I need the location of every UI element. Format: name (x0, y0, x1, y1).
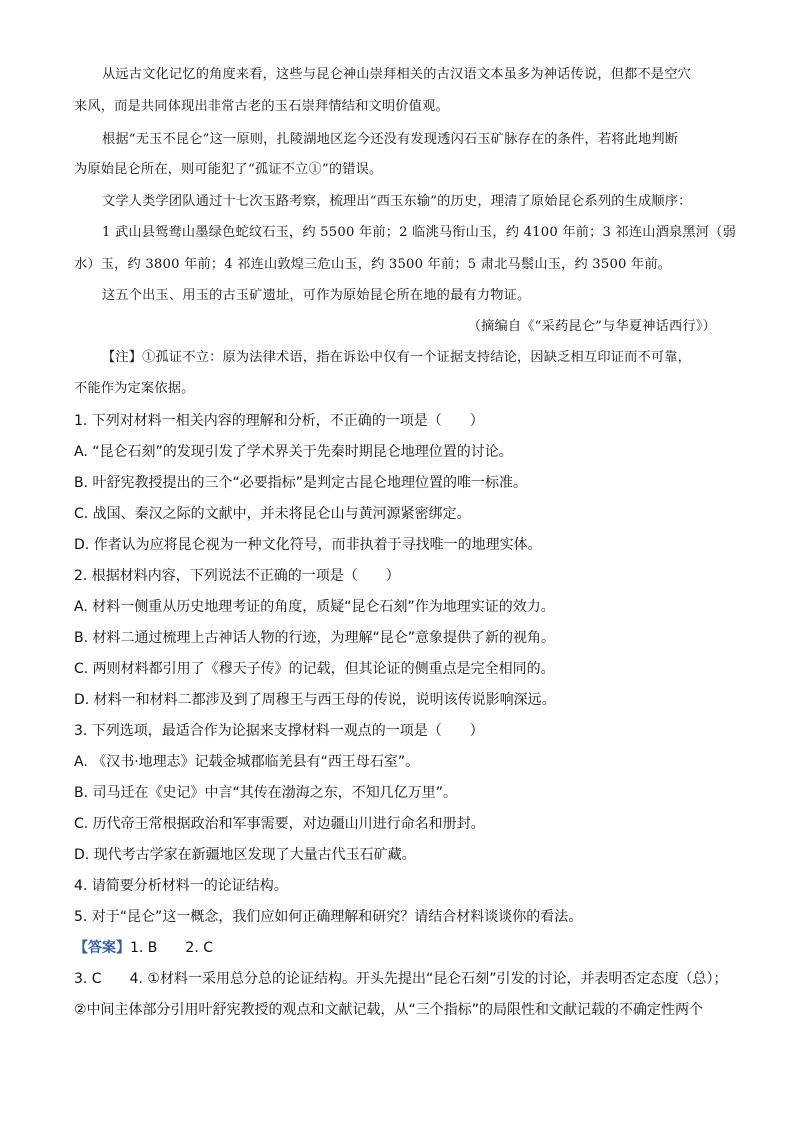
material-line: 这五个出玉、用玉的古玉矿遗址，可作为原始昆仑所在地的最有力物证。 (102, 288, 531, 303)
question-4: 4. 请简要分析材料一的论证结构。 (74, 878, 288, 894)
question-3-option-b: B. 司马迁在《史记》中言“其传在渤海之东，不知几亿万里”。 (74, 785, 458, 801)
material-line: 为原始昆仑所在，则可能犯了“孤证不立①”的错误。 (74, 162, 383, 177)
material-line: 水）玉，约 3800 年前；4 祁连山敦煌三危山玉，约 3500 年前；5 肃北马鬃山玉，约 3500 年前。 (74, 257, 672, 272)
material-line: 文学人类学团队通过十七次玉路考察，梳理出“西玉东输”的历史，理清了原始昆仑系列的生成顺序： (102, 194, 692, 209)
note-line: 不能作为定案依据。 (74, 381, 195, 396)
question-2: 2. 根据材料内容，下列说法不正确的一项是（ ） (74, 568, 400, 584)
question-1-option-d: D. 作者认为应将昆仑视为一种文化符号，而非执着于寻找唯一的地理实体。 (74, 537, 542, 553)
material-line: 根据“无玉不昆仑”这一原则，扎陵湖地区迄今还没有发现透闪石玉矿脉存在的条件，若将此地判断 (102, 132, 679, 147)
answer-text: 1. B 2. C (130, 940, 213, 956)
question-1-option-c: C. 战国、秦汉之际的文献中，并未将昆仑山与黄河源紧密绑定。 (74, 506, 471, 522)
question-2-option-d: D. 材料一和材料二都涉及到了周穆王与西王母的传说，说明该传说影响深远。 (74, 692, 556, 708)
question-3: 3. 下列选项，最适合作为论据来支撑材料一观点的一项是（ ） (74, 723, 484, 739)
question-1-option-a: A. “昆仑石刻”的发现引发了学术界关于先秦时期昆仑地理位置的讨论。 (74, 444, 513, 460)
material-source: （摘编自《“采药昆仑”与华夏神话西行》） (467, 319, 716, 334)
question-2-option-b: B. 材料二通过梳理上古神话人物的行迹，为理解“昆仑”意象提供了新的视角。 (74, 630, 556, 646)
question-2-option-c: C. 两则材料都引用了《穆天子传》的记载，但其论证的侧重点是完全相同的。 (74, 661, 555, 677)
material-line: 从远古文化记忆的角度来看，这些与昆仑神山崇拜相关的古汉语文本虽多为神话传说，但都不是空穴 (102, 67, 692, 82)
question-3-option-c: C. 历代帝王常根据政治和军事需要，对边疆山川进行命名和册封。 (74, 816, 485, 832)
answer-label: 【答案】 (74, 940, 130, 956)
material-line: 1 武山县鸳鸯山墨绿色蛇纹石玉，约 5500 年前；2 临洮马衔山玉，约 4100 年前；3 祁连山酒泉黑河（弱 (102, 225, 736, 240)
note-line: 【注】①孤证不立：原为法律术语，指在诉讼中仅有一个证据支持结论，因缺乏相互印证而不可靠， (102, 350, 692, 365)
material-line: 来风，而是共同体现出非常古老的玉石崇拜情结和文明价值观。 (74, 99, 449, 114)
answer-line: ②中间主体部分引用叶舒宪教授的观点和文献记载，从“三个指标”的局限性和文献记载的不确定性两个 (74, 1002, 704, 1018)
answer-line: 3. C 4. ①材料一采用总分总的论证结构。开头先提出“昆仑石刻”引发的讨论，并表明否定态度（总）； (74, 971, 728, 987)
question-3-option-d: D. 现代考古学家在新疆地区发现了大量古代玉石矿藏。 (74, 847, 416, 863)
question-3-option-a: A. 《汉书·地理志》记载金城郡临羌县有“西王母石室”。 (74, 754, 420, 770)
question-1: 1. 下列对材料一相关内容的理解和分析，不正确的一项是（ ） (74, 413, 484, 429)
question-2-option-a: A. 材料一侧重从历史地理考证的角度，质疑“昆仑石刻”作为地理实证的效力。 (74, 599, 555, 615)
question-1-option-b: B. 叶舒宪教授提出的三个“必要指标”是判定古昆仑地理位置的唯一标准。 (74, 475, 528, 491)
question-5: 5. 对于“昆仑”这一概念，我们应如何正确理解和研究？请结合材料谈谈你的看法。 (74, 909, 583, 925)
answer-line (74, 938, 213, 958)
